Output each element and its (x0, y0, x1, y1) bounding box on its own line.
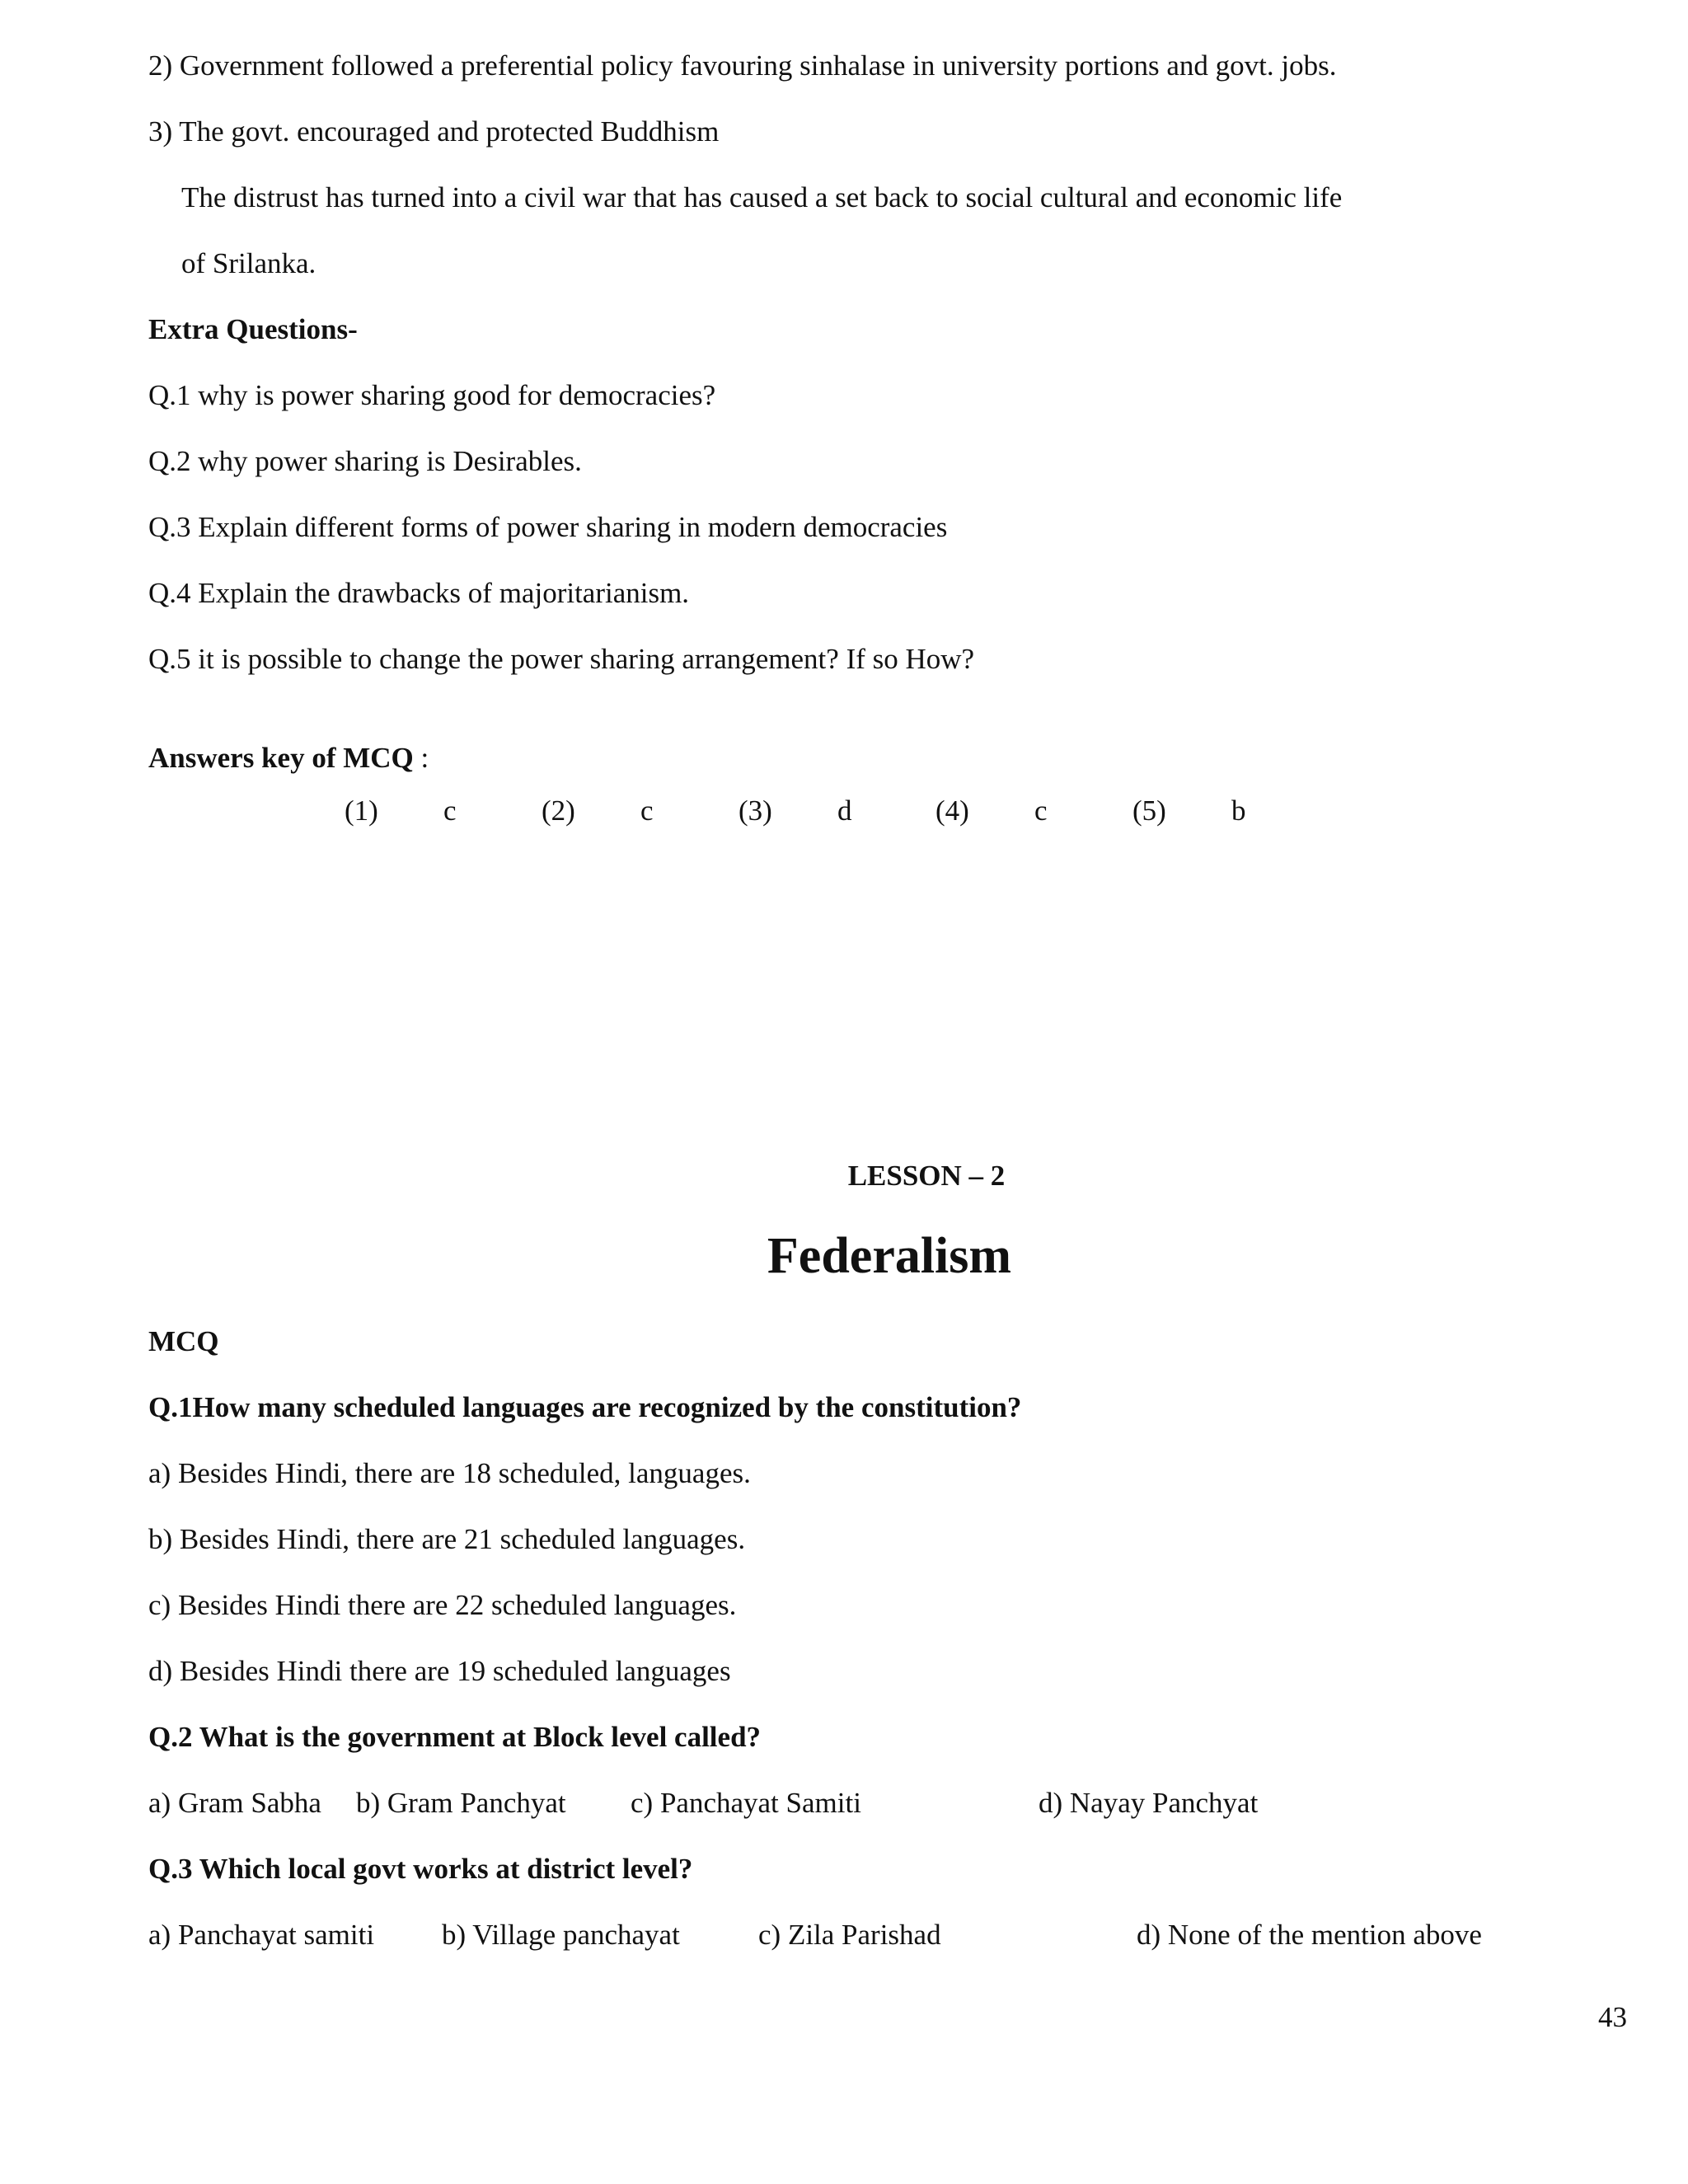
mcq-q1-option-d: d) Besides Hindi there are 19 scheduled languages (148, 1655, 731, 1687)
mcq-question-1: Q.1How many scheduled languages are recognized by the constitution? (148, 1391, 1022, 1423)
mcq-q3-option-c: c) Zila Parishad (758, 1919, 941, 1951)
answer-num-1: (1) (345, 794, 378, 827)
page-number: 43 (1598, 2001, 1627, 2033)
answer-val-4: c (1034, 794, 1048, 827)
answer-num-5: (5) (1132, 794, 1166, 827)
answer-key-heading-bold: Answers key of MCQ (148, 742, 414, 774)
answer-key-heading (148, 740, 429, 776)
list-item-2: 2) Government followed a preferential policy favouring sinhalase in university portions and govt. jobs. (148, 49, 1337, 82)
mcq-question-2: Q.2 What is the government at Block level called? (148, 1721, 762, 1753)
answer-key-heading-colon: : (413, 742, 429, 774)
answer-val-5: b (1231, 794, 1246, 827)
answer-num-3: (3) (738, 794, 772, 827)
answer-val-2: c (640, 794, 654, 827)
paragraph-line-2: of Srilanka. (181, 247, 316, 279)
mcq-q2-option-c: c) Panchayat Samiti (631, 1787, 861, 1819)
extra-questions-heading: Extra Questions- (148, 313, 358, 345)
mcq-q1-option-c: c) Besides Hindi there are 22 scheduled languages. (148, 1589, 737, 1621)
list-item-3: 3) The govt. encouraged and protected Buddhism (148, 115, 720, 148)
mcq-q2-option-a: a) Gram Sabha (148, 1787, 321, 1819)
mcq-q3-option-b: b) Village panchayat (442, 1919, 680, 1951)
mcq-question-3: Q.3 Which local govt works at district level? (148, 1853, 693, 1885)
mcq-q2-option-b: b) Gram Panchyat (356, 1787, 566, 1819)
mcq-q1-option-b: b) Besides Hindi, there are 21 scheduled languages. (148, 1523, 746, 1555)
lesson-title: Federalism (767, 1228, 1012, 1284)
answer-val-1: c (443, 794, 457, 827)
extra-question-3: Q.3 Explain different forms of power sharing in modern democracies (148, 511, 948, 543)
extra-question-1: Q.1 why is power sharing good for democracies? (148, 379, 716, 411)
answer-num-2: (2) (542, 794, 575, 827)
mcq-q2-option-d: d) Nayay Panchyat (1039, 1787, 1259, 1819)
mcq-q1-option-a: a) Besides Hindi, there are 18 scheduled, languages. (148, 1457, 751, 1489)
mcq-heading: MCQ (148, 1325, 219, 1357)
extra-question-2: Q.2 why power sharing is Desirables. (148, 445, 582, 477)
paragraph-line-1: The distrust has turned into a civil war that has caused a set back to social cultural and economic life (181, 181, 1343, 213)
answer-val-3: d (837, 794, 852, 827)
extra-question-5: Q.5 it is possible to change the power sharing arrangement? If so How? (148, 643, 975, 675)
lesson-label: LESSON – 2 (847, 1160, 1006, 1192)
mcq-q3-option-d: d) None of the mention above (1137, 1919, 1482, 1951)
extra-question-4: Q.4 Explain the drawbacks of majoritarianism. (148, 577, 690, 609)
mcq-q3-option-a: a) Panchayat samiti (148, 1919, 375, 1951)
answer-num-4: (4) (935, 794, 969, 827)
